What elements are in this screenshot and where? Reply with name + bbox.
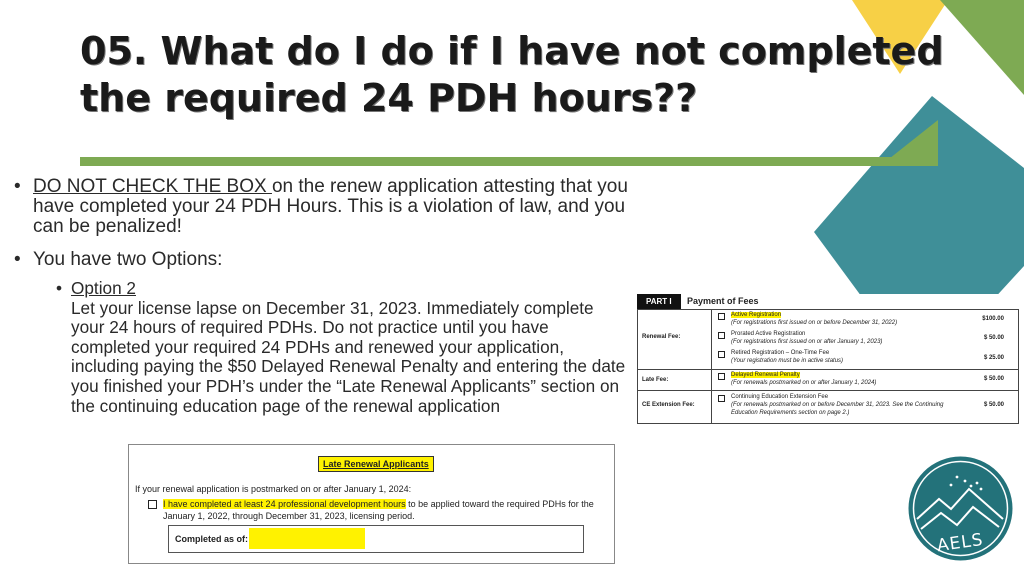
late-fee-label: Late Fee:	[642, 377, 669, 383]
title-divider	[80, 157, 910, 166]
option-2-text: Let your license lapse on December 31, 2023. Immediately complete your 24 hours of required PDHs. Do not practice until you have completed your required 24 PDHs and renewed your application, including paying the $50 Delayed Renewal Penalty and entering the date you finished your PDH’s under the “Late Renewal Applicants” section on the continuing education page of the renewal application	[71, 297, 626, 416]
row-divider	[638, 390, 1018, 391]
late-renewal-heading: Late Renewal Applicants	[318, 456, 434, 472]
late-renewal-form-excerpt	[128, 444, 615, 564]
pdh-attest-highlight: I have completed at least 24 professional development hours	[163, 499, 406, 509]
renewal-fee-label: Renewal Fee:	[642, 334, 681, 340]
active-registration-checkbox	[718, 313, 725, 320]
active-registration-amount: $100.00	[982, 316, 1004, 322]
bullet1-text: on the renew application attesting that you have completed your 24 PDH Hours. This is a violation of law, and you can be penalized!	[33, 176, 628, 237]
retired-registration-note: (Your registration must be in active status)	[731, 358, 844, 364]
retired-registration-checkbox	[718, 351, 725, 358]
ce-extension-amount: $ 50.00	[983, 402, 1004, 408]
bullet-do-not-check	[14, 177, 634, 237]
delayed-renewal-note: (For renewals postmarked on or after January 1, 2024)	[731, 380, 877, 386]
prorated-registration-amount: $ 50.00	[983, 335, 1004, 341]
prorated-registration-checkbox	[718, 332, 725, 339]
ce-extension-fee-label: CE Extension Fee:	[642, 402, 695, 408]
do-not-check-emphasis: DO NOT CHECK THE BOX	[33, 176, 272, 197]
payment-of-fees-excerpt	[637, 294, 1019, 425]
active-registration-name: Active Registration	[731, 312, 782, 318]
completed-as-of-label: Completed as of:	[175, 534, 249, 544]
completed-as-of-box	[168, 525, 584, 553]
delayed-renewal-amount: $ 50.00	[983, 376, 1004, 382]
slide-title	[80, 28, 960, 122]
pdh-attest-checkbox	[148, 500, 157, 509]
ce-extension-note-1: (For renewals postmarked on or before December 31, 2023. See the Continuing	[731, 402, 944, 408]
prorated-registration-name: Prorated Active Registration	[731, 331, 806, 337]
ce-extension-name: Continuing Education Extension Fee	[731, 394, 829, 400]
bullet-list	[14, 177, 634, 416]
fees-title: Payment of Fees	[687, 296, 759, 306]
title-line-1: 05. What do I do if I have not completed	[80, 29, 944, 73]
delayed-renewal-checkbox	[718, 373, 725, 380]
fees-table	[637, 309, 1019, 424]
aels-logo	[907, 455, 1014, 562]
delayed-renewal-name: Delayed Renewal Penalty	[731, 372, 800, 378]
part-label: PART I	[637, 294, 681, 309]
option-2-label: • Option 2	[71, 278, 136, 298]
bullet-two-options: • You have two Options:	[14, 250, 634, 270]
title-line-2: the required 24 PDH hours??	[80, 76, 698, 120]
retired-registration-name: Retired Registration – One-Time Fee	[731, 350, 830, 356]
late-renewal-condition: If your renewal application is postmarked on or after January 1, 2024:	[135, 484, 412, 494]
prorated-registration-note: (For registrations first issued on or after January 1, 2023)	[731, 339, 883, 345]
ce-extension-checkbox	[718, 395, 725, 402]
active-registration-note: (For registrations first issued on or before December 31, 2022)	[731, 320, 898, 326]
sub-bullet-option-2	[71, 279, 634, 416]
row-divider	[638, 369, 1018, 370]
pdh-attest-text	[163, 498, 608, 522]
ce-extension-note-2: Education Requirements section on page 2.)	[731, 410, 850, 416]
pdh-attest-rest: to be applied toward the required PDHs for the January 1, 2022, through December 31, 2023, licensing period.	[163, 499, 594, 521]
retired-registration-amount: $ 25.00	[983, 355, 1004, 361]
completed-as-of-field	[249, 528, 365, 549]
column-divider	[711, 310, 712, 423]
logo-text: AELS	[935, 529, 985, 557]
